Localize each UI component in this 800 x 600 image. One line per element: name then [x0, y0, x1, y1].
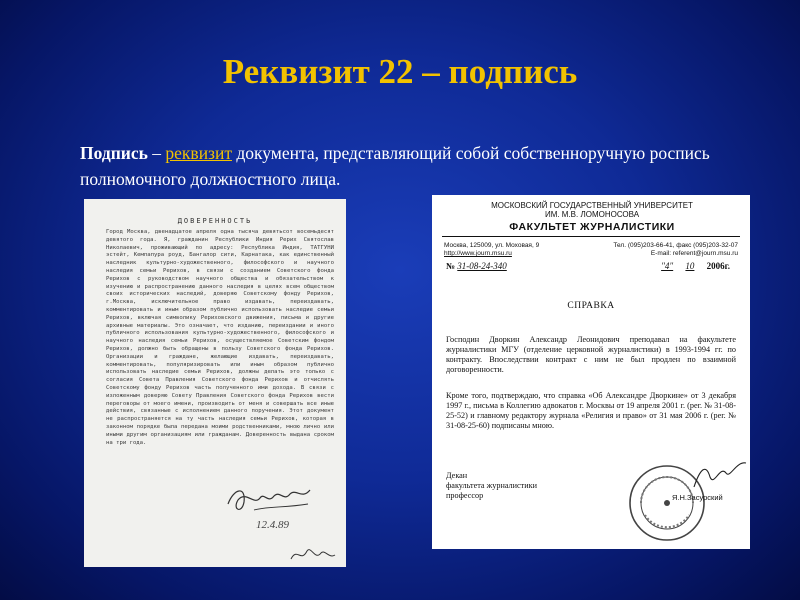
certificate-paragraph-1: Господин Дворкин Александр Леонидович преподавал на факультете журналистики МГУ (отделение церковной журналистики) в 1993-1994 гг. по контракту. Впоследствии контракт с ним не был продлен по взаимной договоренности. — [446, 335, 736, 374]
certificate-heading: СПРАВКА — [567, 301, 615, 311]
letterhead-address: Москва, 125009, ул. Моховая, 9 http://www.journ.msu.ru — [444, 242, 540, 257]
letterhead-contacts: Тел. (095)203-66-41, факс (095)203-32-07 E-mail: referent@journ.msu.ru — [613, 242, 738, 257]
letterhead-divider — [442, 236, 740, 237]
registration-number: № 31-08-24-340 — [446, 261, 507, 271]
signer-name: Я.Н.Засурский — [672, 493, 723, 502]
letterhead-faculty: ФАКУЛЬТЕТ ЖУРНАЛИСТИКИ — [509, 221, 675, 233]
signature-icon — [224, 480, 314, 524]
letter-date: "4" 10 2006г. — [661, 261, 730, 271]
letterhead-university: МОСКОВСКИЙ ГОСУДАРСТВЕННЫЙ УНИВЕРСИТЕТ ИМ. М.В. ЛОМОНОСОВА — [491, 201, 693, 219]
signer-title: Декан факультета журналистики профессор — [446, 471, 537, 500]
poa-date: 12.4.89 — [256, 519, 289, 531]
poa-title: ДОВЕРЕННОСТЬ — [177, 217, 253, 225]
poa-body: Город Москва, двенадцатое апреля одна тысяча девятьсот восемьдесят девятого года. Я, гражданин Республики Индия Рерих Святослав Николаевич, проживающий по адресу: Республика Индия, ТАТГУНИ эстейт, Кемпапура роуд, Бангалор сити, Карнатака, как единственный наследник культурно-художественного, философского и научного наследия семьи Рерихов, в связи с созданием Советского фонда Рерихов с руководством научного общества и обязательством к изучению и распространению данного наследия в целях всем обществом своих исторических наследий, доверяю Советскому фонду Рерихов, г.Москва, исключительное право издавать, переиздавать, комментировать и иным образом публично использовать наследие семьи Рерихов, включая символику Рериховского движения, письма и другие архивные материалы. Это означает, что изданию, переиздании и иного публичного использования культурно-художественного, философского и научного наследия семьи Рерихов, осуществляемое Советским фондом Рерихов, должно быть обращены в пользу Советского фонда Рерихов. Организации и граждане, желающие издавать, переиздавать, комментировать, популяризировать или иным образом публично использовать наследие семьи Рерихов, должны делать это только с согласия Совета Правления Советского фонда Рерихов и отчислять Советскому фонду Рерихов часть полученного ими дохода. В связи с изложенным доверяю Совету Правления Советского фонда Рерихов вести переговоры от моего имени, производить от меня и совершать все иные действия, связанные с исполнением данного поручения. Этот документ не распространяется на ту часть наследия семьи Рерихов, которая в законном порядке была передана моими родственниками, мною лично или иными другим организациям или гражданам. Доверенность выдана сроком на три года. — [106, 229, 334, 446]
definition-rest: документа, представляющий собой собственноручную роспись полномочного должностного лица. — [80, 143, 710, 189]
definition-text — [80, 140, 740, 192]
certificate-paragraph-2: Кроме того, подтверждаю, что справка «Об Александре Дворкине» от 3 декабря 1997 г., письма в Коллегию адвокатов г. Москвы от 19 апреля 2001 г. (рег. № 31-08-25-52) и главному редактору журнала «Религия и право» от 31 мая 2006 г. (рег. № 31-08-25-60) подписаны мною. — [446, 391, 736, 430]
msu-certificate — [432, 195, 750, 549]
definition-dash: – — [147, 143, 166, 163]
initials-signature-icon — [289, 543, 337, 565]
power-of-attorney-scan — [84, 199, 346, 567]
requisite-link[interactable]: реквизит — [165, 143, 232, 163]
definition-term: Подпись — [80, 143, 148, 163]
dean-signature-icon — [690, 459, 750, 491]
slide-title: Реквизит 22 – подпись — [222, 52, 578, 91]
